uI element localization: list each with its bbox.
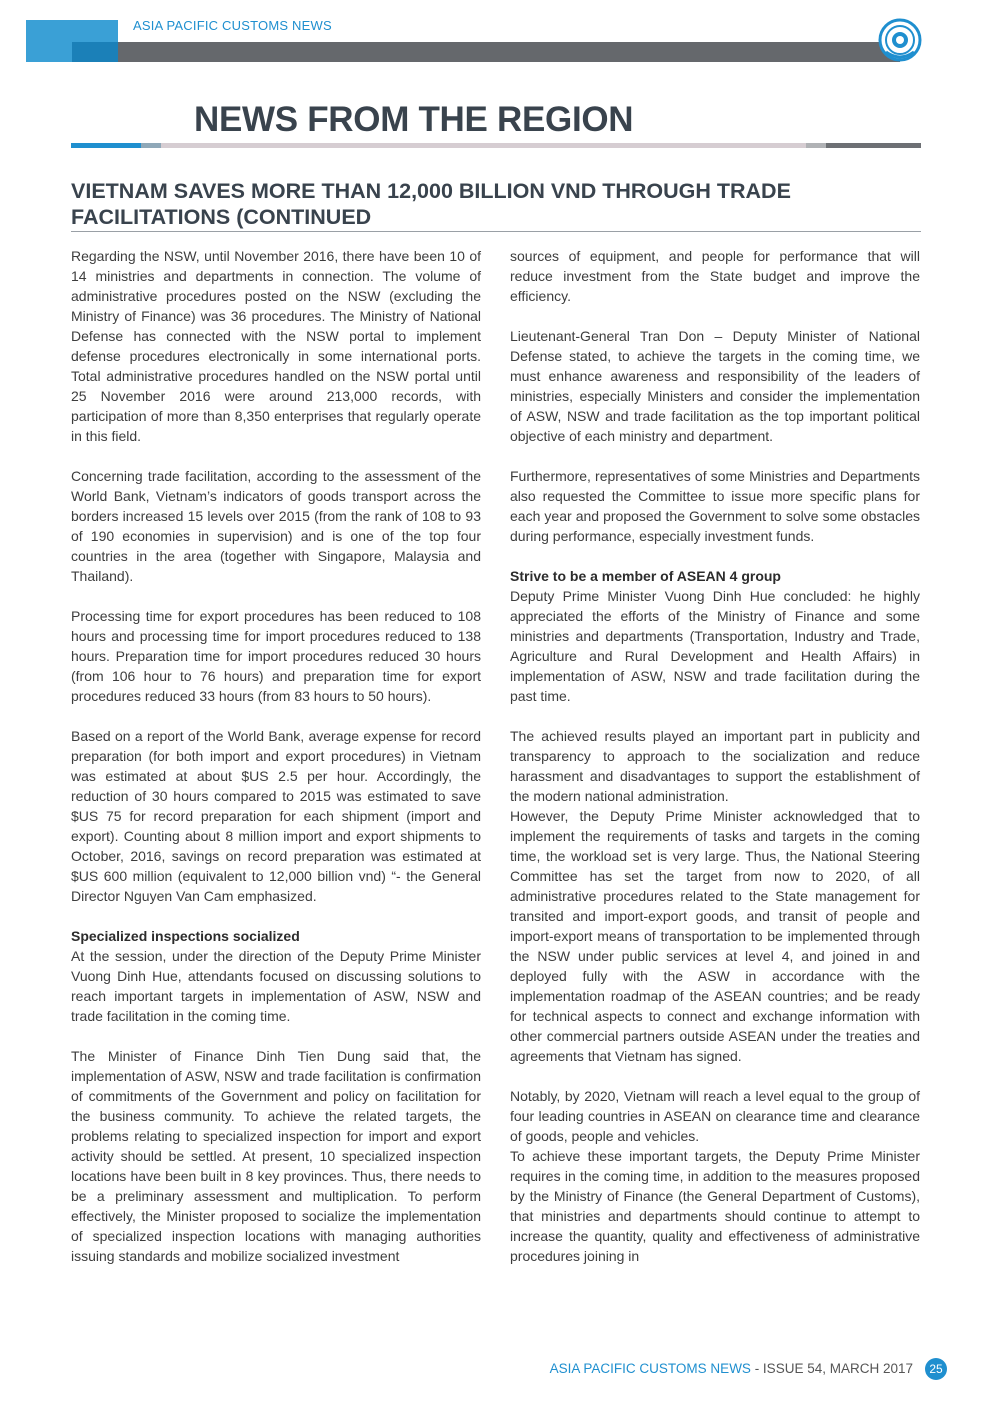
header-bar: [118, 42, 900, 62]
title-underline: [806, 143, 826, 148]
section-title: NEWS FROM THE REGION: [194, 100, 634, 139]
paragraph: Deputy Prime Minister Vuong Dinh Hue concluded: he highly appreciated the efforts of the Ministry of Finance and some ministries and departments (Transportation, Industry and Trade, Agriculture and Rural Development and Health Affairs) in implementation of ASW, NSW and trade facilitation during the past time.: [510, 588, 920, 704]
heading-divider: [71, 231, 921, 232]
paragraph: However, the Deputy Prime Minister acknowledged that to implement the requirements of tasks and targets in the coming time, the workload set is very large. Thus, the National Steering Committee has set the target from now to 2020, of all administrative procedures related to the State management for transited and import-export goods, and transit of people and import-export means of transportation to be implemented through the NSW under public services at level 4, and joined in and deployed fully with the ASW in accordance with the implementation roadmap of the ASEAN countries; and be ready for technical aspects to connect and exchange information with other commercial partners outside ASEAN under the treaties and agreements that Vietnam has signed.: [510, 808, 920, 1064]
footer-publication: ASIA PACIFIC CUSTOMS NEWS: [549, 1361, 751, 1376]
paragraph: Lieutenant-General Tran Don – Deputy Minister of National Defense stated, to achieve the targets in the coming time, we must enhance awareness and responsibility of the leaders of ministries, especially Ministers and consider the implementation of ASW, NSW and trade facilitation as the top important political objective of each ministry and department.: [510, 328, 920, 444]
paragraph: Furthermore, representatives of some Ministries and Departments also requested the Committee to issue more specific plans for each year and proposed the Government to solve some obstacles during performance, especially investment funds.: [510, 468, 920, 544]
title-underline: [71, 143, 141, 148]
paragraph: Concerning trade facilitation, according to the assessment of the World Bank, Vietnam’s indicators of goods transport across the borders increased 15 levels over 2015 (from the rank of 108 to 93 of 190 economies in supervision) and is one of the top four countries in the area (together with Singapore, Malaysia and Thailand).: [71, 468, 481, 584]
paragraph: The achieved results played an important part in publicity and transparency to approach to the socialization and reduce harassment and disadvantages to support the establishment of the modern national administration.: [510, 728, 920, 804]
customs-logo-icon: [878, 18, 922, 62]
subheading: Strive to be a member of ASEAN 4 group: [510, 568, 781, 584]
paragraph: Based on a report of the World Bank, average expense for record preparation (for both import and export procedures) in Vietnam was estimated at about $US 2.5 per hour. Accordingly, the reduction of 30 hours compared to 2015 was estimated to save $US 75 for record preparation for each shipment (import and export). Counting about 8 million import and export shipments to October, 2016, savings on record preparation was estimated at $US 600 million (equivalent to 12,000 billion vnd) “- the General Director Nguyen Van Cam emphasized.: [71, 728, 481, 904]
left-column: [71, 246, 481, 1286]
header-accent-block-dark: [72, 42, 118, 62]
publication-title: ASIA PACIFIC CUSTOMS NEWS: [133, 18, 332, 33]
paragraph: sources of equipment, and people for performance that will reduce investment from the State budget and improve the efficiency.: [510, 248, 920, 304]
footer-issue: - ISSUE 54, MARCH 2017: [750, 1361, 913, 1376]
article-heading: VIETNAM SAVES MORE THAN 12,000 BILLION VND THROUGH TRADE FACILITATIONS (CONTINUED: [71, 179, 791, 229]
paragraph: Processing time for export procedures has been reduced to 108 hours and processing time for import procedures reduced to 138 hours. Preparation time for import procedures reduced 30 hours (from 106 hour to 76 hours) and preparation time for export procedures reduced 33 hours (from 83 hours to 50 hours).: [71, 608, 481, 704]
footer: [550, 1361, 913, 1376]
paragraph: The Minister of Finance Dinh Tien Dung said that, the implementation of ASW, NSW and trade facilitation is confirmation of commitments of the Government and policy on facilitation for the business community. To achieve the related targets, the problems relating to specialized inspection for import and export activity should be settled. At present, 10 specialized inspection locations have been built in 8 key provinces. Thus, there needs to be a preliminary assessment and multiplication. To perform effectively, the Minister proposed to socialize the implementation of specialized inspection locations with managing authorities issuing standards and mobilize socialized investment: [71, 1048, 481, 1264]
subheading: Specialized inspections socialized: [71, 928, 300, 944]
paragraph: Notably, by 2020, Vietnam will reach a level equal to the group of four leading countries in ASEAN on clearance time and clearance of goods, people and vehicles.: [510, 1088, 920, 1144]
paragraph: To achieve these important targets, the Deputy Prime Minister requires in the coming time, in addition to the measures proposed by the Ministry of Finance (the General Department of Customs), that ministries and departments should continue to attempt to increase the quantity, quality and effectiveness of administrative procedures joining in: [510, 1148, 920, 1264]
title-underline: [141, 143, 161, 148]
page-number: 25: [925, 1358, 947, 1380]
title-underline: [826, 143, 921, 148]
paragraph: Regarding the NSW, until November 2016, there have been 10 of 14 ministries and departments in connection. The volume of administrative procedures posted on the NSW (excluding the Ministry of Finance) was 36 procedures. The Ministry of National Defense has connected with the NSW portal to implement defense procedures electronically in some international ports. Total administrative procedures handled on the NSW portal until 25 November 2016 were around 213,000 records, with participation of more than 8,350 enterprises that regularly operate in this field.: [71, 248, 481, 444]
paragraph: At the session, under the direction of the Deputy Prime Minister Vuong Dinh Hue, attendants focused on discussing solutions to reach important targets in implementation of ASW, NSW and trade facilitation in the coming time.: [71, 948, 481, 1024]
right-column: [510, 246, 920, 1286]
title-underline: [161, 143, 806, 148]
